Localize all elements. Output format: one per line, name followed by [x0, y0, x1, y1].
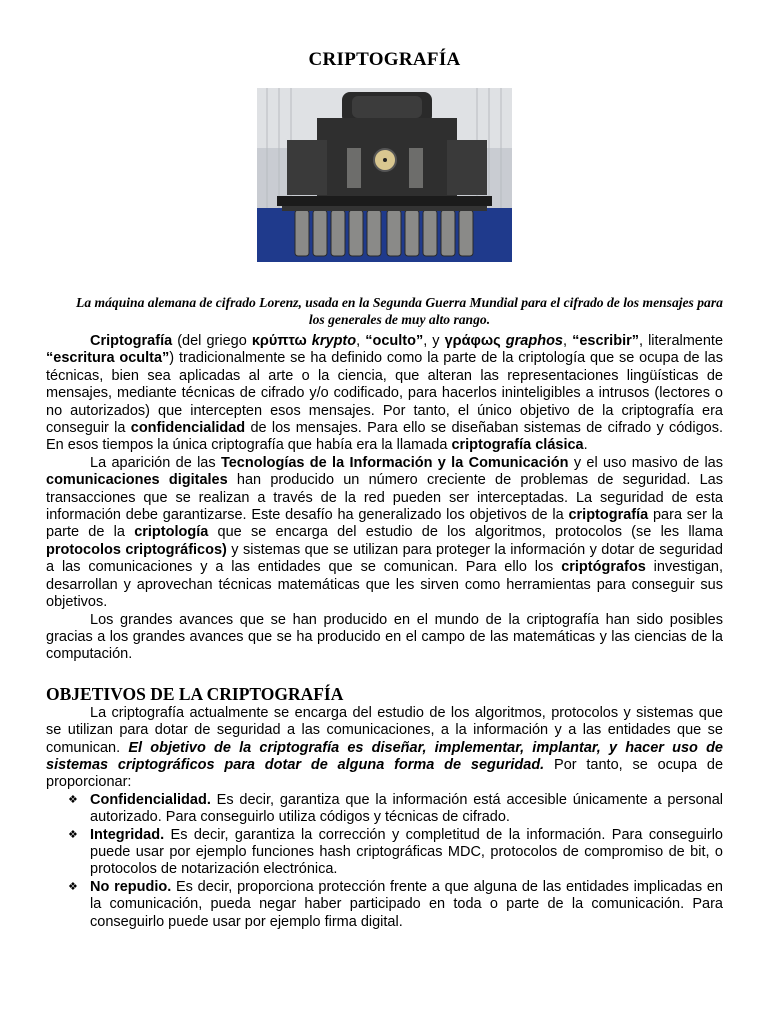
page-title: CRIPTOGRAFÍA: [308, 49, 461, 70]
lorenz-machine-photo: [257, 88, 512, 262]
paragraph-advances: Los grandes avances que se han producido en el mundo de la criptografía han sido posibles gracias a los grandes avances que se ha producido en el campo de las matemáticas y las ciencias de la computación.: [46, 611, 723, 663]
objectives-list: [46, 792, 723, 931]
document-page: [46, 0, 724, 930]
paragraph-definition: Criptografía (del griego κρύπτω krypto, “oculto”, y γράφως graphos, “escribir”, literalmente “escritura oculta”) tradicionalmente se ha definido como la parte de la criptología que se ocupa de las técnicas, bien sea aplicadas al arte o la ciencia, que alteran las representaciones lingüísticas de mensajes, mediante técnicas de cifrado y/o codificado, para hacerlos ininteligibles a intrusos (lectores o no autorizados) que intercepten esos mensajes. Por tanto, el único objetivo de la criptografía era conseguir la confidencialidad de los mensajes. Para ello se diseñaban sistemas de cifrado y códigos. En esos tiempos la única criptografía que había era la llamada criptografía clásica.: [46, 333, 724, 454]
list-item: ❖ Confidencialidad. Es decir, garantiza que la información está accesible únicamente a personal autorizado. Para conseguirlo utiliza códigos y técnicas de cifrado.: [68, 791, 723, 826]
list-item: ❖ No repudio. Es decir, proporciona protección frente a que alguna de las entidades implicadas en la comunicación, pueda negar haber participado en toda o parte de la comunicación. Para conseguirlo puede usar por ejemplo firma digital.: [68, 878, 723, 930]
section-title-objetivos: OBJETIVOS DE LA CRIPTOGRAFÍA: [46, 683, 344, 704]
diamond-bullet-icon: ❖: [68, 793, 78, 806]
paragraph-objectives: La criptografía actualmente se encarga del estudio de los algoritmos, protocolos y sistemas que se utilizan para dotar de seguridad a las comunicaciones, a la información y a las entidades que se comunican. El objetivo de la criptografía es diseñar, implementar, implantar, y hacer uso de sistemas criptográficos para dotar de alguna forma de seguridad. Por tanto, se ocupa de proporcionar:: [46, 704, 724, 791]
list-item: ❖ Integridad. Es decir, garantiza la corrección y completitud de la información. Para conseguirlo puede usar por ejemplo funciones hash criptográficas MDC, protocolos de compromiso de bit, o protocolos de notarización electrónica.: [68, 826, 723, 878]
diamond-bullet-icon: ❖: [68, 828, 78, 841]
figure-caption: La máquina alemana de cifrado Lorenz, usada en la Segunda Guerra Mundial para el cifrado de los mensajes para los generales de muy alto rango.: [76, 294, 723, 328]
paragraph-tic: La aparición de las Tecnologías de la Información y la Comunicación y el uso masivo de las comunicaciones digitales han producido un número creciente de problemas de seguridad. Las transacciones que se realizan a través de la red pueden ser interceptadas. La seguridad de esta información debe garantizarse. Este desafío ha generalizado los objetivos de la criptografía para ser la parte de la criptología que se encarga del estudio de los algoritmos, protocolos (se les llama protocolos criptográficos) y sistemas que se utilizan para proteger la información y dotar de seguridad a las comunicaciones y a las entidades que se comunican. Para ello los criptógrafos investigan, desarrollan y aprovechan técnicas matemáticas que les sirven como herramientas para conseguir sus objetivos.: [46, 454, 723, 611]
diamond-bullet-icon: ❖: [68, 880, 78, 893]
lorenz-machine-illustration: [257, 88, 512, 262]
article-body: [46, 333, 723, 931]
